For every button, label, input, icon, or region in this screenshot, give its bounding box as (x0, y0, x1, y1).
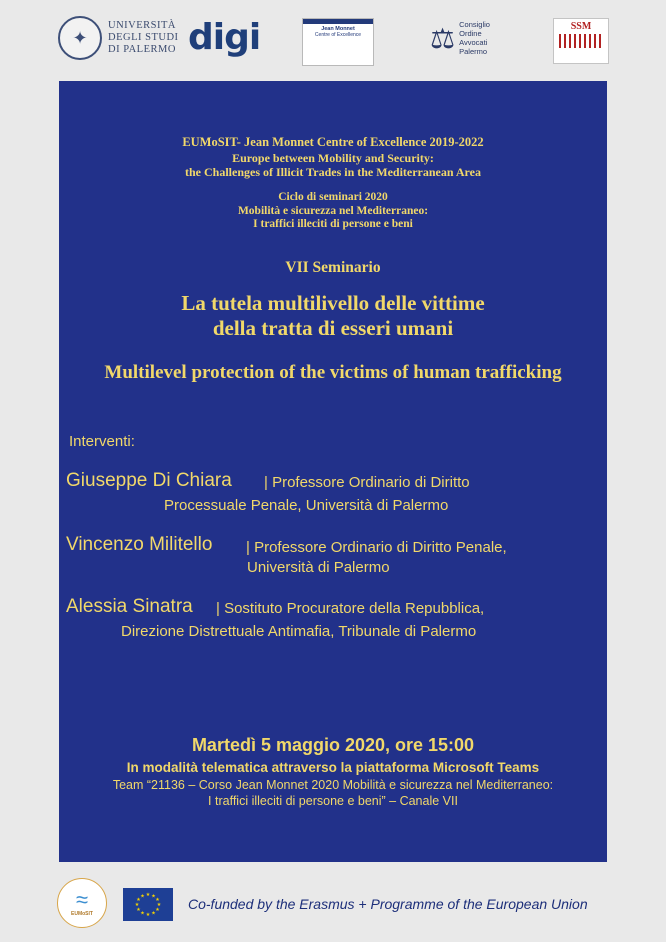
speakers-heading: Interventi: (69, 433, 135, 450)
ssm-logo: SSM (553, 18, 609, 64)
university-of-palermo-logo (58, 12, 188, 64)
university-seal-icon: ✦ (58, 16, 102, 60)
svg-text:★: ★ (136, 897, 141, 903)
bar-association-logo: ⚖ Consiglio Ordine Avvocati Palermo (430, 20, 490, 56)
eumosit-logo: ≈ EUMoSIT (57, 878, 107, 928)
poster-panel (59, 81, 607, 862)
svg-text:★: ★ (151, 910, 156, 917)
seminar-title-italian-2: della tratta di esseri umani (212, 316, 454, 340)
svg-text:★: ★ (140, 893, 145, 900)
programme-subtitle-2: the Challenges of Illicit Trades in the Mediterranean Area (185, 165, 481, 179)
seminar-title-italian-1: La tutela multilivello delle vittime (181, 291, 485, 315)
eu-flag-icon (123, 888, 173, 921)
seminar-title-english: Multilevel protection of the victims of human trafficking (104, 362, 562, 383)
speaker-name: Vincenzo Militello (66, 534, 213, 555)
seminar-number: VII Seminario (285, 259, 381, 276)
speaker-role: | Professore Ordinario di Diritto (264, 474, 470, 491)
digi-department-logo: digi (188, 17, 261, 58)
svg-text:★: ★ (145, 912, 151, 918)
speaker-role-cont: Università di Palermo (247, 559, 390, 576)
ssm-building-icon (559, 34, 603, 48)
speaker-name: Alessia Sinatra (66, 596, 193, 617)
logo-bar (0, 0, 666, 80)
cycle-subtitle-1: Mobilità e sicurezza nel Mediterraneo: (237, 205, 429, 217)
programme-subtitle-1: Europe between Mobility and Security: (232, 151, 434, 165)
footer (0, 870, 666, 942)
speaker-role: | Professore Ordinario di Diritto Penale, (246, 539, 507, 556)
svg-text:★: ★ (155, 897, 160, 903)
event-mode: In modalità telematica attraverso la piattaforma Microsoft Teams (126, 760, 540, 775)
teams-channel-2: I traffici illeciti di persone e beni” – Canale VII (208, 794, 458, 808)
svg-text:★: ★ (145, 892, 151, 898)
university-name: UNIVERSITÀ DEGLI STUDI DI PALERMO (108, 20, 179, 55)
svg-text:★: ★ (156, 902, 162, 908)
speaker-name: Giuseppe Di Chiara (66, 470, 232, 491)
cycle-subtitle-2: I traffici illeciti di persone e beni (253, 218, 413, 230)
speaker-role-cont: Direzione Distrettuale Antimafia, Tribunale di Palermo (121, 623, 477, 640)
event-date: Martedì 5 maggio 2020, ore 15:00 (191, 735, 475, 755)
scales-icon: ⚖ (430, 21, 456, 55)
svg-text:★: ★ (155, 907, 160, 913)
jean-monnet-logo: Jean Monnet Centre of Excellence (302, 18, 374, 66)
speaker-role: | Sostituto Procuratore della Repubblica, (216, 600, 485, 617)
teams-channel-1: Team “21136 – Corso Jean Monnet 2020 Mobilità e sicurezza nel Mediterraneo: (112, 778, 554, 792)
speaker-role-cont: Processuale Penale, Università di Palermo (164, 497, 449, 514)
svg-text:★: ★ (151, 893, 156, 900)
cycle-title: Ciclo di seminari 2020 (278, 191, 388, 203)
svg-text:★: ★ (134, 902, 140, 908)
cofunded-statement: Co-funded by the Erasmus + Programme of the European Union (188, 896, 588, 912)
svg-text:★: ★ (140, 910, 145, 917)
svg-text:★: ★ (136, 907, 141, 913)
programme-title: EUMoSIT- Jean Monnet Centre of Excellence 2019-2022 (182, 135, 484, 149)
mediterranean-map-icon: ≈ (75, 887, 89, 912)
